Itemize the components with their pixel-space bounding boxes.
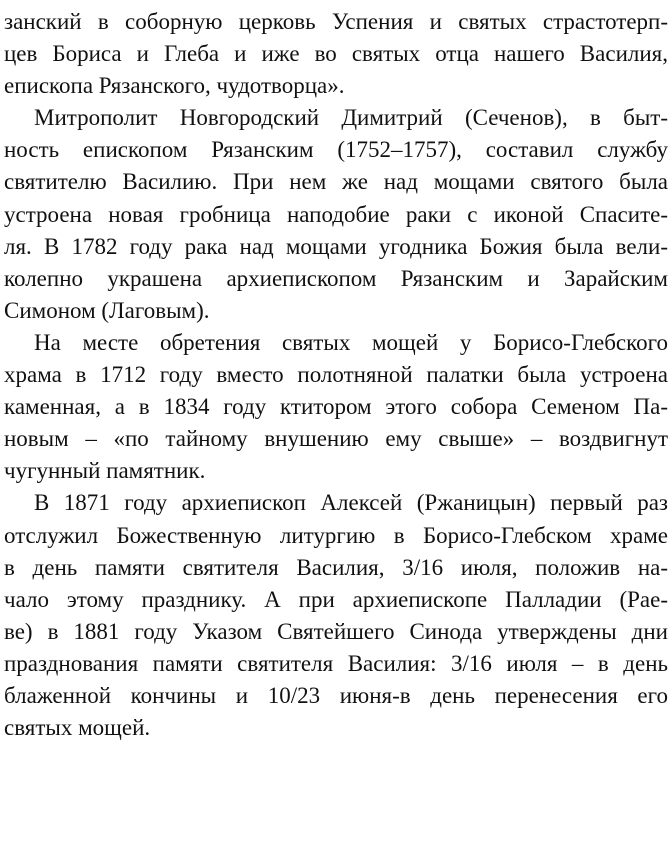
text-line: храма в 1712 году вместо полотняной палатки была устроена [4, 362, 668, 388]
text-line: каменная, а в 1834 году ктитором этого собора Семеном Па- [4, 394, 668, 420]
text-line: чугунный памятник. [4, 458, 206, 484]
text-line: Митрополит Новгородский Димитрий (Сеченов), в быт- [34, 105, 668, 131]
text-line: ность епископом Рязанским (1752–1757), составил службу [4, 137, 668, 163]
text-line: святителю Василию. При нем же над мощами святого была [4, 169, 668, 195]
text-line: ве) в 1881 году Указом Святейшего Синода утверждены дни [4, 618, 668, 644]
text-line: В 1871 году архиепископ Алексей (Ржаницын) первый раз [34, 490, 668, 516]
text-line: колепно украшена архиепископом Рязанским и Зарайским [4, 265, 668, 291]
text-line: в день памяти святителя Василия, 3/16 июля, положив на- [4, 554, 668, 580]
paragraph-3 [4, 327, 668, 487]
paragraph-1 [4, 6, 668, 102]
text-line: отслужил Божественную литургию в Борисо-Глебском храме [4, 522, 668, 548]
text-line: устроена новая гробница наподобие раки с иконой Спасите- [4, 201, 668, 227]
text-line: празднования памяти святителя Василия: 3/16 июля – в день [4, 650, 668, 676]
text-line: занский в соборную церковь Успения и святых страстотерп- [4, 9, 668, 34]
paragraph-2 [4, 102, 668, 327]
text-line: цев Бориса и Глеба и иже во святых отца нашего Василия, [4, 41, 668, 67]
text-line: ля. В 1782 году рака над мощами угодника Божия была вели- [4, 233, 668, 259]
text-line: На месте обретения святых мощей у Борисо-Глебского [34, 329, 668, 355]
text-line: новым – «по тайному внушению ему свыше» – воздвигнут [4, 426, 668, 452]
text-line: блаженной кончины и 10/23 июня-в день перенесения его [4, 682, 668, 708]
body-text [4, 6, 668, 744]
text-line: Симоном (Лаговым). [4, 297, 210, 323]
paragraph-4 [4, 487, 668, 744]
text-line: епископа Рязанского, чудотворца». [4, 73, 345, 99]
text-line: святых мощей. [4, 715, 151, 741]
text-line: чало этому празднику. А при архиепископе Палладии (Рае- [4, 586, 668, 612]
